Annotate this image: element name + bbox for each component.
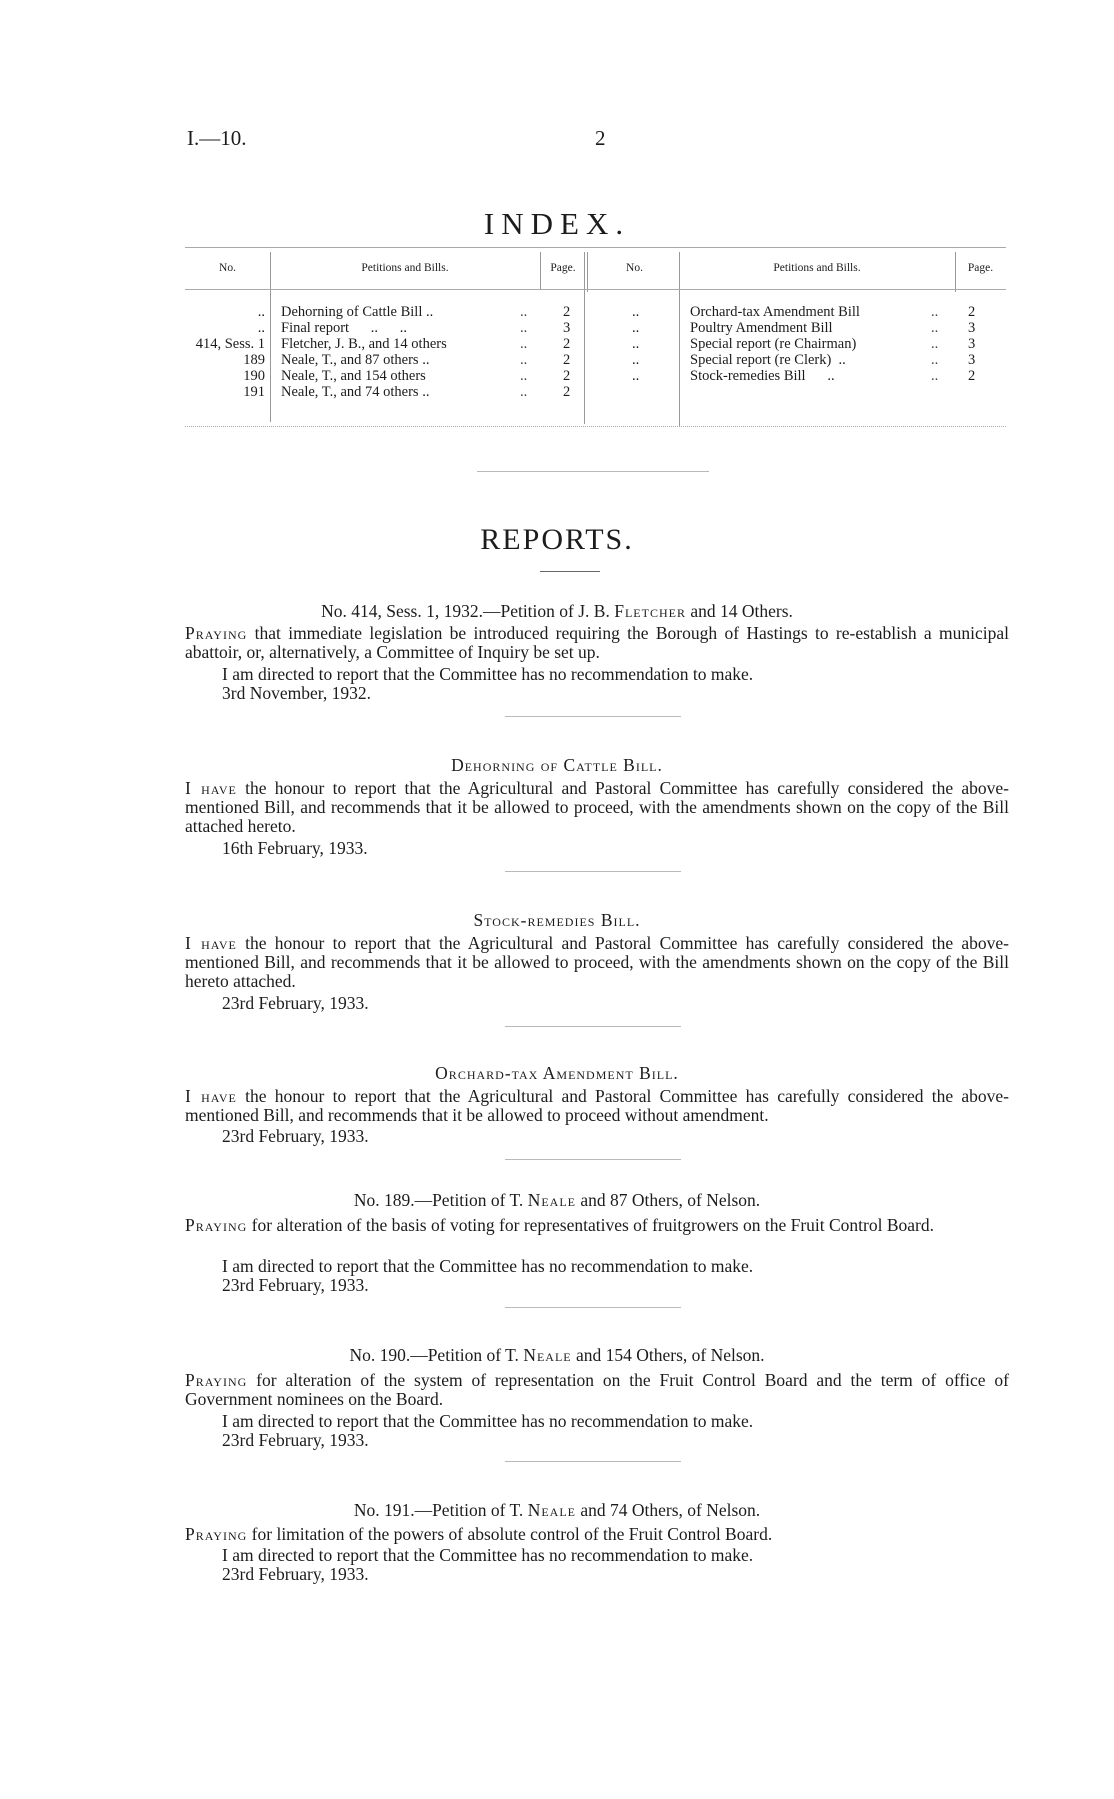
header-rule [185, 289, 1006, 290]
page-number: 2 [595, 126, 606, 150]
row-title: Neale, T., and 154 others [281, 368, 426, 384]
row-page: 2 [563, 368, 571, 384]
report-heading: No. 190.—Petition of T. Neale and 154 Others, of Nelson. [349, 1345, 765, 1365]
section-divider [477, 471, 709, 472]
index-row [185, 352, 1006, 368]
row-page: 2 [968, 368, 976, 384]
report-body: I have the honour to report that the Agricultural and Pastoral Committee has carefully considered the above-mentioned Bill, and recommends that it be allowed to proceed, with the amendments shown on the copy of the Bill attached hereto. [185, 778, 1009, 836]
row-page: 3 [968, 336, 976, 352]
row-title: Special report (re Clerk) .. [690, 352, 846, 368]
row-number: 191 [243, 384, 265, 400]
report-body: Praying for limitation of the powers of absolute control of the Fruit Control Board. [185, 1524, 773, 1544]
row-title: Final report .. .. [281, 320, 408, 336]
index-title: INDEX. [483, 206, 631, 241]
row-page: 2 [968, 304, 976, 320]
row-title: Poultry Amendment Bill [690, 320, 833, 336]
report-body: Praying for alteration of the system of representation on the Fruit Control Board and the term of office of Government nominees on the Board. [185, 1370, 1009, 1409]
row-title: Dehorning of Cattle Bill .. [281, 304, 434, 320]
header-title-right: Petitions and Bills. [773, 262, 861, 274]
row-leader: .. [520, 336, 528, 352]
row-number: .. [632, 368, 640, 384]
row-number: .. [632, 320, 640, 336]
report-heading: No. 191.—Petition of T. Neale and 74 Others, of Nelson. [353, 1500, 761, 1520]
report-heading: No. 414, Sess. 1, 1932.—Petition of J. B. Fletcher and 14 Others. [321, 601, 793, 621]
header-title-left: Petitions and Bills. [361, 262, 449, 274]
report-body: Praying that immediate legislation be introduced requiring the Borough of Hastings to re-establish a municipal abattoir, or, alternatively, a Committee of Inquiry be set up. [185, 623, 1009, 662]
report-statement: I am directed to report that the Committee has no recommendation to make. [222, 1411, 754, 1431]
row-page: 2 [563, 352, 571, 368]
report-statement: I am directed to report that the Committee has no recommendation to make. [222, 1545, 754, 1565]
row-leader: .. [931, 368, 939, 384]
row-page: 2 [563, 336, 571, 352]
index-row [185, 304, 1006, 320]
report-heading: Dehorning of Cattle Bill. [451, 755, 663, 775]
row-leader: .. [520, 304, 528, 320]
row-number: 190 [243, 368, 265, 384]
row-page: 2 [563, 304, 571, 320]
header-no-right: No. [626, 262, 643, 274]
row-leader: .. [520, 320, 528, 336]
row-leader: .. [520, 384, 528, 400]
row-leader: .. [931, 304, 939, 320]
page-header [187, 126, 1007, 156]
report-date: 23rd February, 1933. [222, 1126, 369, 1146]
report-heading: Orchard-tax Amendment Bill. [435, 1063, 679, 1083]
row-title: Fletcher, J. B., and 14 others [281, 336, 447, 352]
row-leader: .. [931, 336, 939, 352]
header-no-left: No. [219, 262, 236, 274]
section-divider [505, 1026, 681, 1027]
row-leader: .. [931, 320, 939, 336]
row-title: Neale, T., and 87 others .. [281, 352, 430, 368]
index-row [185, 368, 1006, 384]
row-number: .. [632, 352, 640, 368]
row-page: 3 [563, 320, 571, 336]
report-body: I have the honour to report that the Agricultural and Pastoral Committee has carefully considered the above-mentioned Bill, and recommends that it be allowed to proceed, with the amendments shown on the copy of the Bill hereto attached. [185, 933, 1009, 991]
report-date: 23rd February, 1933. [222, 1275, 369, 1295]
index-table [185, 247, 1006, 427]
report-date: 23rd February, 1933. [222, 1564, 369, 1584]
index-row [185, 320, 1006, 336]
row-number: .. [257, 304, 265, 320]
row-number: .. [632, 304, 640, 320]
row-leader: .. [520, 368, 528, 384]
index-row [185, 384, 1006, 400]
section-divider [505, 1307, 681, 1308]
sheet-reference: I.—10. [187, 126, 247, 150]
title-rule [540, 571, 600, 572]
report-date: 23rd February, 1933. [222, 993, 369, 1013]
section-divider [505, 871, 681, 872]
header-page-left: Page. [550, 262, 576, 274]
section-divider [505, 716, 681, 717]
report-heading: No. 189.—Petition of T. Neale and 87 Others, of Nelson. [353, 1190, 761, 1210]
row-number: 189 [243, 352, 265, 368]
header-page-right: Page. [967, 262, 994, 274]
report-statement: I am directed to report that the Committee has no recommendation to make. [222, 664, 754, 684]
row-number: 414, Sess. 1 [195, 336, 265, 352]
section-divider [505, 1159, 681, 1160]
column-divider [587, 252, 588, 292]
row-leader: .. [520, 352, 528, 368]
report-date: 3rd November, 1932. [222, 683, 371, 703]
row-page: 2 [563, 384, 571, 400]
section-divider [505, 1461, 681, 1462]
index-row [185, 336, 1006, 352]
row-page: 3 [968, 320, 976, 336]
row-title: Orchard-tax Amendment Bill [690, 304, 860, 320]
report-body: I have the honour to report that the Agricultural and Pastoral Committee has carefully considered the above-mentioned Bill, and recommends that it be allowed to proceed without amendment. [185, 1086, 1009, 1125]
row-title: Special report (re Chairman) [690, 336, 857, 352]
row-title: Stock-remedies Bill .. [690, 368, 835, 384]
reports-title: REPORTS. [480, 523, 634, 556]
report-body: Praying for alteration of the basis of voting for representatives of fruitgrowers on the Fruit Control Board. [185, 1215, 935, 1235]
row-leader: .. [931, 352, 939, 368]
report-date: 23rd February, 1933. [222, 1430, 369, 1450]
row-title: Neale, T., and 74 others .. [281, 384, 430, 400]
row-page: 3 [968, 352, 976, 368]
report-date: 16th February, 1933. [222, 838, 368, 858]
row-number: .. [632, 336, 640, 352]
row-number: .. [257, 320, 265, 336]
report-statement: I am directed to report that the Committee has no recommendation to make. [222, 1256, 754, 1276]
report-heading: Stock-remedies Bill. [473, 910, 641, 930]
